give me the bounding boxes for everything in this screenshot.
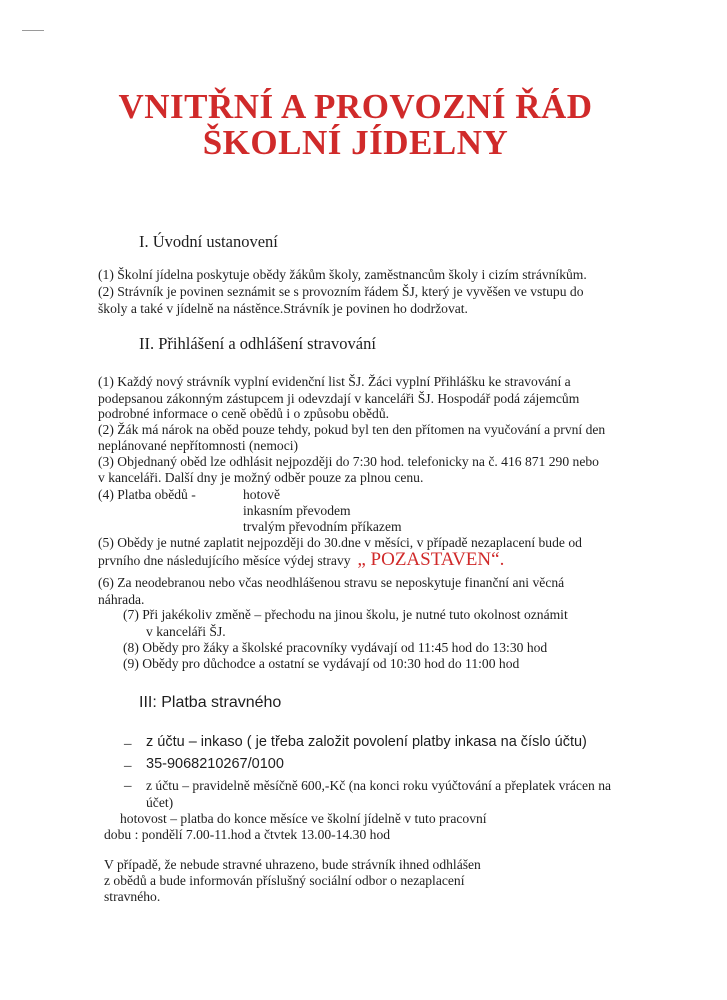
payment-hours: dobu : pondělí 7.00-11.hod a čtvtek 13.00-14.30 hod: [104, 827, 391, 842]
section-2-line-6b: náhrada.: [98, 592, 145, 607]
section-2-line: (2) Žák má nárok na oběd pouze tehdy, pokud byl ten den přítomen na vyučování a první den: [98, 422, 606, 437]
section-2-line: (3) Objednaný oběd lze odhlásit nejpozději do 7:30 hod. telefonicky na č. 416 871 290 nebo: [98, 454, 599, 469]
section-2-line-6a: (6) Za neodebranou nebo včas neodhlášenou stravu se neposkytuje finanční ani věcná: [98, 575, 565, 590]
line-5b-text: prvního dne následujícího měsíce výdej stravy: [98, 553, 351, 568]
payment-cash: hotovost – platba do konce měsíce ve školní jídelně v tuto pracovní: [120, 811, 487, 826]
title-line-2: ŠKOLNÍ JÍDELNY: [202, 123, 509, 162]
payment-item-3b: účet): [146, 795, 174, 810]
section-2-line-8: (8) Obědy pro žáky a školské pracovníky vydávají od 11:45 hod do 13:30 hod: [123, 640, 548, 655]
section-2-line-5b: [98, 551, 504, 569]
section-2-line: (1) Každý nový strávník vyplní evidenční list ŠJ. Žáci vyplní Přihlášku ke stravování a: [98, 374, 571, 389]
section-2-line-9: (9) Obědy pro důchodce a ostatní se vydávají od 10:30 hod do 11:00 hod: [123, 656, 520, 671]
suspended-notice: „ POZASTAVEN“.: [357, 549, 505, 570]
account-number: 35-9068210267/0100: [146, 756, 284, 772]
payment-option: inkasním převodem: [243, 503, 351, 518]
section-1-line: (2) Strávník je povinen seznámit se s provozním řádem ŠJ, který je vyvěšen ve vstupu do: [98, 284, 584, 299]
section-2-heading: II. Přihlášení a odhlášení stravování: [139, 334, 376, 353]
section-1-line: (1) Školní jídelna poskytuje obědy žákům školy, zaměstnancům školy i cizím strávníkům.: [98, 267, 587, 282]
section-2-line-7a: (7) Při jakékoliv změně – přechodu na jinou školu, je nutné tuto okolnost oznámit: [123, 607, 568, 622]
bullet-dash: –: [124, 758, 132, 774]
footer-line: stravného.: [104, 889, 161, 904]
bullet-dash: –: [124, 778, 132, 794]
section-1-heading: I. Úvodní ustanovení: [139, 232, 278, 251]
section-2-line: neplánované nepřítomnosti (nemoci): [98, 438, 299, 453]
section-2-line-7b: v kanceláři ŠJ.: [146, 624, 226, 639]
footer-line: V případě, že nebude stravné uhrazeno, bude strávník ihned odhlášen: [104, 857, 481, 872]
section-2-line: podepsanou zákonným zástupcem ji odevzdají v kanceláři ŠJ. Hospodář podá zájemcům: [98, 391, 580, 406]
section-2-line: podrobné informace o ceně obědů i o způsobu obědů.: [98, 406, 390, 421]
payment-option: trvalým převodním příkazem: [243, 519, 402, 534]
payment-option: hotově: [243, 487, 280, 502]
section-1-line: školy a také v jídelně na nástěnce.Strávník je povinen ho dodržovat.: [98, 301, 468, 316]
section-2-line: v kanceláři. Další dny je možný odběr pouze za plnou cenu.: [98, 470, 424, 485]
section-3-heading: III: Platba stravného: [139, 694, 282, 711]
bullet-dash: –: [124, 736, 132, 752]
payment-label: (4) Platba obědů -: [98, 487, 196, 502]
section-2-line-5a: (5) Obědy je nutné zaplatit nejpozději do 30.dne v měsíci, v případě nezaplacení bude od: [98, 535, 582, 550]
payment-item-3a: z účtu – pravidelně měsíčně 600,-Kč (na konci roku vyúčtování a přeplatek vrácen na: [146, 778, 612, 793]
scan-mark: [22, 30, 44, 31]
title-line-1: VNITŘNÍ A PROVOZNÍ ŘÁD: [118, 87, 593, 126]
footer-line: z obědů a bude informován příslušný sociální odbor o nezaplacení: [104, 873, 465, 888]
payment-item-1: z účtu – inkaso ( je třeba založit povolení platby inkasa na číslo účtu): [146, 734, 587, 750]
